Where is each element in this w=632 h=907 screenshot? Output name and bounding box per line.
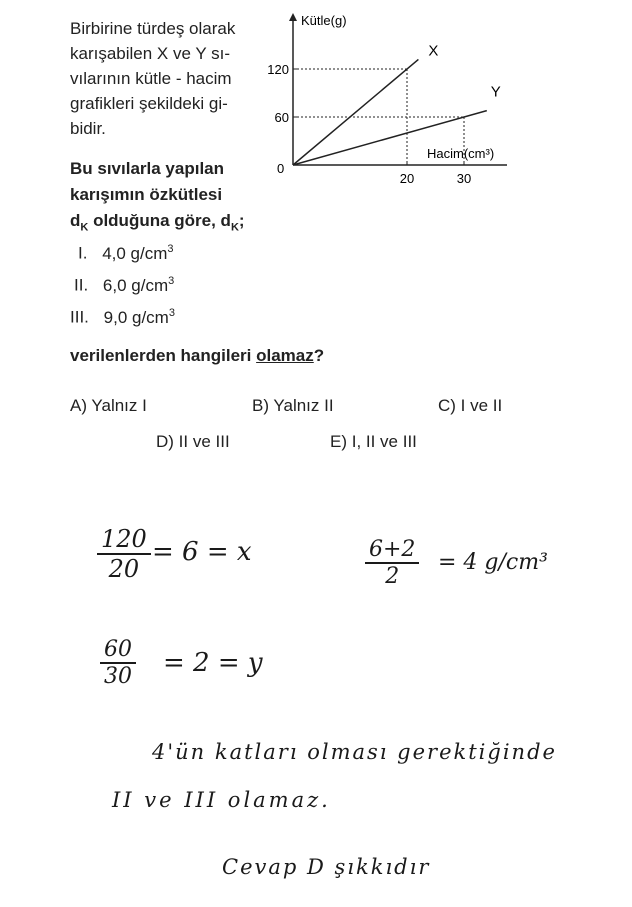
series-label-x: X <box>428 42 439 60</box>
statement-value: 9,0 g/cm <box>103 307 169 327</box>
intro-line: vılarının kütle - hacim <box>70 69 232 88</box>
y-axis-label: Kütle(g) <box>301 13 347 28</box>
question-bold-line: karışımın özkütlesi <box>70 185 223 204</box>
statement-sup: 3 <box>168 275 175 287</box>
statement-item <box>74 275 174 296</box>
prompt-text: verilenlerden hangileri <box>70 346 257 365</box>
question-text: olduğuna göre, d <box>88 211 231 230</box>
x-tick-label: 20 <box>399 171 415 186</box>
mass-volume-chart <box>255 5 520 190</box>
question-bold-line <box>70 210 245 238</box>
equation-density: = 4 g/cm³ <box>438 550 548 575</box>
intro-line: Birbirine türdeş olarak <box>70 19 236 38</box>
option-c[interactable]: C) I ve II <box>438 396 503 415</box>
x-axis-label: Hacim(cm³) <box>427 146 495 161</box>
series-line-x <box>293 59 418 165</box>
intro-line: karışabilen X ve Y sı- <box>70 44 231 63</box>
fraction-denominator: 2 <box>385 564 400 589</box>
series-label-y: Y <box>490 83 501 101</box>
option-a[interactable]: A) Yalnız I <box>70 396 147 415</box>
y-axis-arrow-icon <box>289 13 297 21</box>
option-b[interactable]: B) Yalnız II <box>252 396 334 415</box>
fraction-numerator: 120 <box>97 525 151 555</box>
statement-item <box>78 243 174 264</box>
fraction-sum <box>365 537 419 589</box>
density-symbol: d <box>70 211 81 230</box>
statement-roman: III. <box>70 307 89 327</box>
question-bold-line: Bu sıvılarla yapılan <box>70 159 225 178</box>
question-prompt <box>70 345 324 366</box>
note-line: II ve III olamaz. <box>112 788 331 812</box>
fraction-numerator: 6+2 <box>365 537 419 564</box>
statement-roman: I. <box>78 243 88 263</box>
intro-line: grafikleri şekildeki gi- <box>70 94 228 113</box>
statement-roman: II. <box>74 275 89 295</box>
fraction-120-20 <box>97 525 151 583</box>
prompt-emphasis: olamaz <box>256 346 314 365</box>
statement-sup: 3 <box>168 307 175 319</box>
fraction-denominator: 30 <box>104 664 132 689</box>
statement-sup: 3 <box>167 243 174 255</box>
equation-y: = 2 = y <box>163 648 263 678</box>
fraction-numerator: 60 <box>100 637 136 664</box>
density-subscript: K <box>230 221 239 234</box>
intro-line: bidir. <box>70 119 106 138</box>
y-tick-label: 120 <box>267 62 289 77</box>
answer-note: Cevap D şıkkıdır <box>222 855 431 879</box>
question-text: ; <box>238 211 245 230</box>
statement-value: 6,0 g/cm <box>102 275 169 295</box>
origin-label: 0 <box>277 161 285 176</box>
fraction-denominator: 20 <box>108 555 140 583</box>
statement-value: 4,0 g/cm <box>102 243 168 263</box>
statement-item <box>70 307 175 328</box>
note-line: 4'ün katları olması gerektiğinde <box>152 740 557 764</box>
y-tick-label: 60 <box>274 110 289 125</box>
density-subscript: K <box>80 221 89 234</box>
option-e[interactable]: E) I, II ve III <box>330 432 417 451</box>
equation-x: = 6 = x <box>152 537 252 567</box>
prompt-text: ? <box>313 346 325 365</box>
x-tick-label: 30 <box>456 171 472 186</box>
option-d[interactable]: D) II ve III <box>156 432 230 451</box>
fraction-60-30 <box>100 637 136 689</box>
